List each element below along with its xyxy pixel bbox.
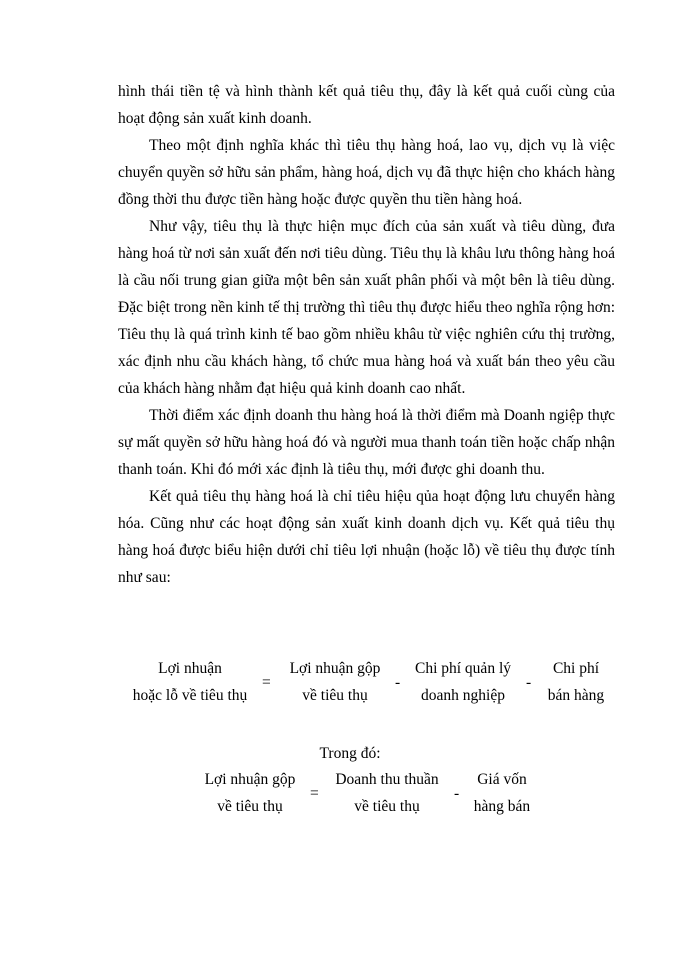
formula1-term2-line2: doanh nghiệp bbox=[421, 687, 505, 704]
paragraph-3: Như vậy, tiêu thụ là thực hiện mục đích của sản xuất và tiêu dùng, đưa hàng hoá từ nơi sản xuất đến nơi tiêu dùng. Tiêu thụ là khâu lưu thông hàng hoá là cầu nối trung gian giữa một bên sản xuất phân phối và một bên là tiêu dùng. Đặc biệt trong nền kinh tế thị trường thì tiêu thụ được hiểu theo nghĩa rộng hơn: Tiêu thụ là quá trình kinh tế bao gồm nhiều khâu từ việc nghiên cứu thị trường, xác định nhu cầu khách hàng, tổ chức mua hàng hoá và xuất bán theo yêu cầu của khách hàng nhằm đạt hiệu quả kinh doanh cao nhất. bbox=[118, 218, 615, 397]
formula2-result bbox=[192, 766, 308, 820]
paragraph-1: hình thái tiền tệ và hình thành kết quả tiêu thụ, đây là kết quả cuối cùng của hoạt động sản xuất kinh doanh. bbox=[118, 83, 615, 127]
paragraph-2: Theo một định nghĩa khác thì tiêu thụ hàng hoá, lao vụ, dịch vụ là việc chuyển quyền sở hữu sản phẩm, hàng hoá, dịch vụ đã thực hiện cho khách hàng đồng thời thu được tiền hàng hoặc được quyền thu tiền hàng hoá. bbox=[118, 137, 615, 208]
formula2-term1-line2: về tiêu thụ bbox=[354, 798, 420, 815]
paragraph-5: Kết quả tiêu thụ hàng hoá là chỉ tiêu hiệu qủa hoạt động lưu chuyển hàng hóa. Cũng như các hoạt động sản xuất kinh doanh dịch vụ. Kết quả tiêu thụ hàng hoá được biểu hiện dưới chỉ tiêu lợi nhuận (hoặc lỗ) về tiêu thụ được tính như sau: bbox=[118, 488, 615, 586]
formula1-term2-line1: Chi phí quản lý bbox=[414, 660, 511, 677]
formula2-term2-line2: hàng bán bbox=[473, 798, 531, 815]
formula2-result-line1: Lợi nhuận gộp bbox=[204, 771, 296, 788]
paragraph-4: Thời điểm xác định doanh thu hàng hoá là thời điểm mà Doanh ngiệp thực sự mất quyền sở hữu hàng hoá đó và người mua thanh toán tiền hoặc chấp nhận thanh toán. Khi đó mới xác định là tiêu thụ, mới được ghi doanh thu. bbox=[118, 407, 615, 478]
formula1-term3-line2: bán hàng bbox=[547, 687, 605, 704]
formula1-result-line2: hoặc lỗ về tiêu thụ bbox=[132, 687, 248, 704]
formula1-term2 bbox=[405, 655, 521, 709]
formula1-term1 bbox=[278, 655, 392, 709]
formula1-equals: = bbox=[262, 674, 271, 691]
where-label: Trong đó: bbox=[319, 745, 381, 762]
formula2-term1-line1: Doanh thu thuần bbox=[335, 771, 439, 788]
formula2-equals: = bbox=[310, 785, 319, 802]
formula2-term1 bbox=[324, 766, 450, 820]
formula2-result-line2: về tiêu thụ bbox=[217, 798, 283, 815]
formula2-minus1: - bbox=[454, 785, 460, 802]
formula1-minus2: - bbox=[526, 674, 532, 691]
formula1-term3-line1: Chi phí bbox=[552, 660, 600, 677]
formula1-result bbox=[120, 655, 260, 709]
formula1-term3 bbox=[538, 655, 614, 709]
formula1-term1-line2: về tiêu thụ bbox=[302, 687, 368, 704]
formula1-term1-line1: Lợi nhuận gộp bbox=[289, 660, 381, 677]
formula1-result-line1: Lợi nhuận bbox=[158, 660, 222, 677]
body-text bbox=[118, 78, 615, 591]
formula1-minus1: - bbox=[395, 674, 401, 691]
formula2-term2 bbox=[464, 766, 540, 820]
formula2-term2-line1: Giá vốn bbox=[477, 771, 527, 788]
